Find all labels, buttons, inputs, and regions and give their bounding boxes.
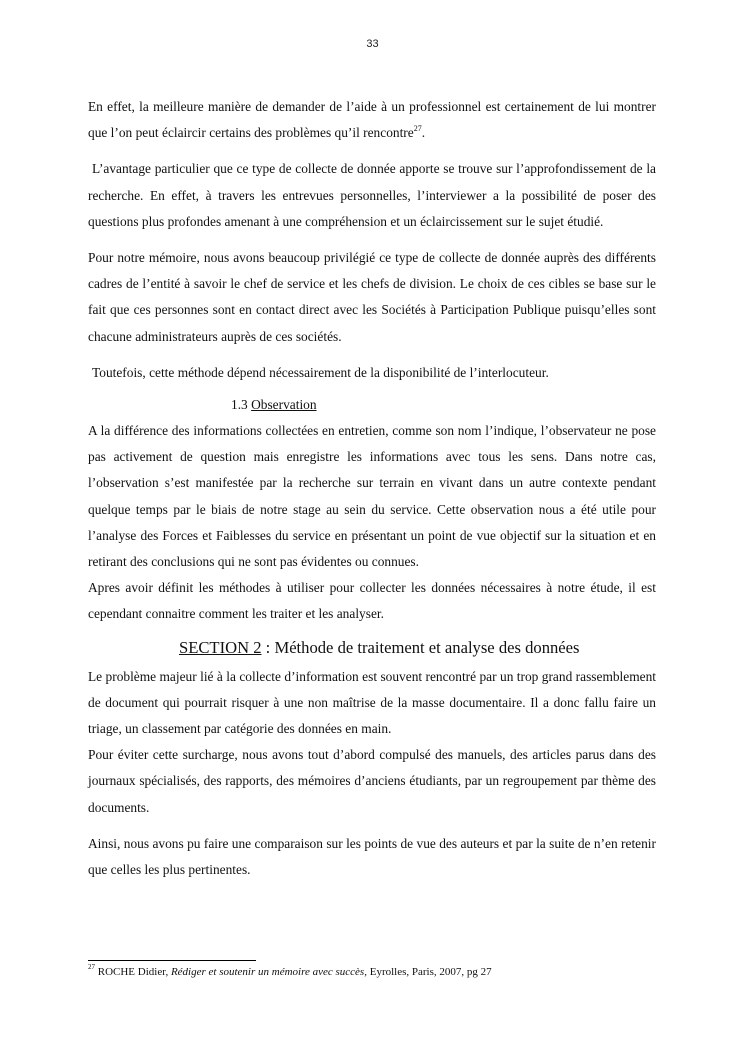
subheading-observation xyxy=(88,392,656,418)
paragraph-9: Ainsi, nous avons pu faire une comparaison sur les points de vue des auteurs et par la suite de n’en retenir que celles les plus pertinentes. xyxy=(88,835,656,878)
paragraph-5: A la différence des informations collectées en entretien, comme son nom l’indique, l’observateur ne pose pas activement de question mais enregistre les informations avec tous les sens. Dans notre cas, l’observation s’est manifestée par la recherche sur terrain en vivant dans un autre contexte pendant quelque temps par le biais de notre stage au sein du service. Cette observation nous a été utile pour l’analyse des Forces et Faiblesses du service en présentant un point de vue objectif sur la situation et en retirant des conclusions qui ne sont pas évidentes ou connues. xyxy=(88,423,656,570)
subheading-title: Observation xyxy=(251,397,317,413)
subheading-number: 1.3 xyxy=(231,397,248,413)
paragraph-6: Apres avoir définit les méthodes à utiliser pour collecter les données nécessaires à notre étude, il est cependant connaitre comment les traiter et les analyser. xyxy=(88,580,656,622)
section-label: SECTION 2 xyxy=(179,637,262,657)
paragraph-1-text: En effet, la meilleure manière de demander de l’aide à un professionnel est certainement de lui montrer que l’on peut éclaircir certains des problèmes qu’il rencontre xyxy=(88,99,656,141)
paragraph-3: Pour notre mémoire, nous avons beaucoup privilégié ce type de collecte de donnée auprès des différents cadres de l’entité à savoir le chef de service et les chefs de division. Le choix de ces cibles se base sur le fait que ces personnes sont en contact direct avec les Sociétés à Participation Publique puisqu’elles sont chacune administrateurs auprès de ces sociétés. xyxy=(88,250,656,344)
footnote-number: 27 xyxy=(88,963,95,972)
footnote-title: Rédiger et soutenir un mémoire avec succès xyxy=(170,966,365,978)
footnote-details: , Eyrolles, Paris, 2007, pg 27 xyxy=(364,966,492,978)
paragraph-4: Toutefois, cette méthode dépend nécessairement de la disponibilité de l’interlocuteur. xyxy=(92,364,549,380)
paragraph-8: Pour éviter cette surcharge, nous avons tout d’abord compulsé des manuels, des articles parus dans des journaux spécialisés, des rapports, des mémoires d’anciens étudiants, par un regroupement par thème des documents. xyxy=(88,747,656,815)
footnote-author: ROCHE Didier, xyxy=(97,966,171,978)
page-body xyxy=(88,94,656,883)
footnote-reference[interactable]: 27 xyxy=(413,123,422,133)
footnote xyxy=(88,965,688,979)
paragraph-2: L’avantage particulier que ce type de collecte de donnée apporte se trouve sur l’approfondissement de la recherche. En effet, à travers les entrevues personnelles, l’interviewer a la possibilité de poser des questions plus profondes amenant à une compréhension et un éclaircissement sur le sujet étudié. xyxy=(88,161,656,229)
section-separator: : xyxy=(261,637,275,657)
paragraph-7: Le problème majeur lié à la collecte d’information est souvent rencontré par un trop grand rassemblement de document qui pourrait risquer à une non maîtrise de la masse documentaire. Il a donc fallu faire un triage, un classement par catégorie des données en main. xyxy=(88,668,656,737)
section-heading xyxy=(88,634,656,662)
page-number: 33 xyxy=(366,38,379,50)
footnote-divider xyxy=(88,960,256,961)
section-title: Méthode de traitement et analyse des données xyxy=(274,637,580,657)
paragraph-1-end: . xyxy=(421,125,426,141)
paragraph-1 xyxy=(88,94,656,146)
